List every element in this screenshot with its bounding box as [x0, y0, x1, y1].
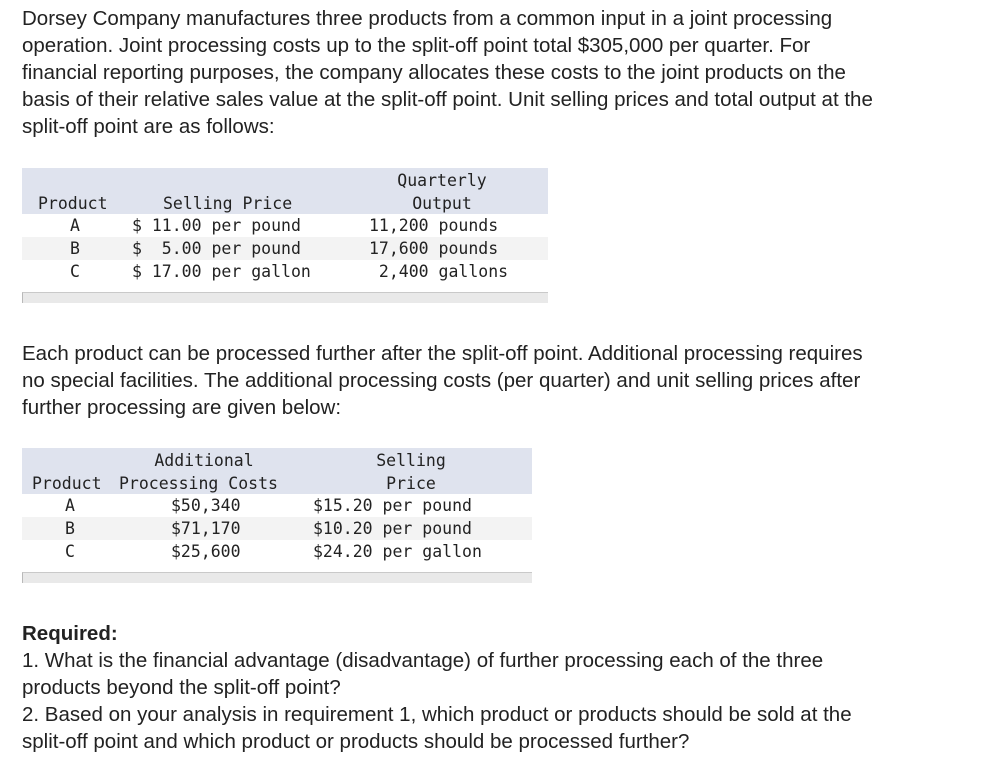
row-product: C — [70, 262, 80, 281]
row-selling-price: $ 5.00 per pound — [132, 239, 301, 258]
row-product: A — [70, 216, 80, 235]
intro-line: basis of their relative sales value at the split-off point. Unit selling prices and total output at the — [22, 88, 873, 111]
processing-line: further processing are given below: — [22, 396, 342, 419]
header-selling-price: Selling Price — [163, 194, 293, 213]
header-product: Product — [38, 194, 108, 213]
processing-line: no special facilities. The additional processing costs (per quarter) and unit selling prices after — [22, 369, 861, 392]
header-selling: Selling — [376, 451, 446, 470]
intro-line: operation. Joint processing costs up to the split-off point total $305,000 per quarter. For — [22, 34, 811, 57]
row-selling-price: $ 17.00 per gallon — [132, 262, 311, 281]
required-line: split-off point and which product or products should be processed further? — [22, 730, 690, 753]
table-scrollbar-track — [22, 572, 532, 583]
row-product: B — [65, 519, 75, 538]
required-heading: Required: — [22, 622, 118, 645]
row-product: C — [65, 542, 75, 561]
split-off-table — [22, 168, 548, 304]
row-output: 2,400 gallons — [369, 262, 509, 281]
processing-line: Each product can be processed further after the split-off point. Additional processing requires — [22, 342, 863, 365]
row-output: 17,600 pounds — [369, 239, 499, 258]
row-selling-price: $ 11.00 per pound — [132, 216, 301, 235]
header-output: Output — [412, 194, 472, 213]
further-processing-table — [22, 448, 532, 584]
row-additional-cost: $71,170 — [171, 519, 241, 538]
header-processing-costs: Processing Costs — [119, 474, 278, 493]
row-output: 11,200 pounds — [369, 216, 499, 235]
required-line: products beyond the split-off point? — [22, 676, 341, 699]
table-scrollbar-track — [22, 292, 548, 303]
intro-line: split-off point are as follows: — [22, 115, 275, 138]
processing-paragraph — [22, 340, 863, 421]
row-additional-cost: $25,600 — [171, 542, 241, 561]
row-selling-price: $10.20 per pound — [313, 519, 472, 538]
header-quarterly: Quarterly — [397, 171, 487, 190]
row-product: B — [70, 239, 80, 258]
row-product: A — [65, 496, 75, 515]
header-price: Price — [386, 474, 436, 493]
intro-line: financial reporting purposes, the company allocates these costs to the joint products on the — [22, 61, 846, 84]
header-product: Product — [32, 474, 102, 493]
row-selling-price: $15.20 per pound — [313, 496, 472, 515]
row-additional-cost: $50,340 — [171, 496, 241, 515]
required-line: 2. Based on your analysis in requirement 1, which product or products should be sold at the — [22, 703, 852, 726]
required-list — [22, 647, 852, 755]
intro-line: Dorsey Company manufactures three products from a common input in a joint processing — [22, 7, 833, 30]
required-line: 1. What is the financial advantage (disadvantage) of further processing each of the three — [22, 649, 824, 672]
intro-paragraph — [22, 5, 873, 140]
header-additional: Additional — [154, 451, 254, 470]
row-selling-price: $24.20 per gallon — [313, 542, 482, 561]
